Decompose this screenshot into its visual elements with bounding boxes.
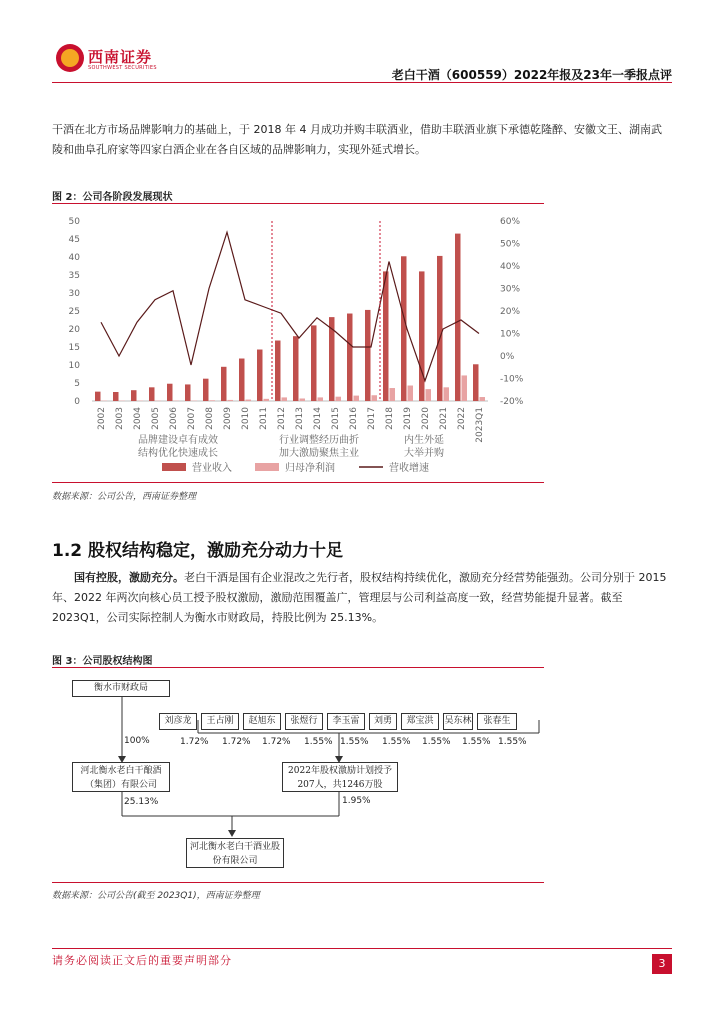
y-right-tick-label: 10%	[500, 329, 521, 340]
net-profit-bar	[282, 397, 288, 401]
x-tick-label: 2021	[439, 407, 449, 430]
x-tick-label: 2010	[241, 407, 251, 430]
legend-swatch	[162, 463, 186, 471]
revenue-bar	[221, 367, 227, 401]
x-tick-label: 2002	[97, 407, 107, 430]
net-profit-bar	[408, 386, 414, 401]
y-right-tick-label: -20%	[500, 397, 524, 407]
logo-emblem-icon	[56, 44, 84, 72]
stage-label: 结构优化快速成长	[138, 448, 218, 459]
x-tick-label: 2012	[277, 407, 287, 430]
revenue-bar	[401, 256, 407, 401]
logo-text: 西南证券	[88, 48, 153, 66]
net-profit-bar	[210, 400, 216, 401]
pct-group-from-bureau: 100%	[124, 736, 150, 746]
y-right-tick-label: 60%	[500, 217, 521, 227]
revenue-bar	[113, 392, 119, 401]
equity-lead: 国有控股，激励充分。	[74, 571, 184, 584]
revenue-bar	[311, 325, 317, 401]
revenue-bar	[275, 341, 281, 401]
net-profit-bar	[390, 388, 396, 401]
legend-label: 营收增速	[389, 463, 429, 474]
revenue-bar	[365, 310, 371, 401]
x-tick-label: 2019	[403, 407, 413, 430]
y-left-tick-label: 25	[68, 307, 80, 317]
figure3-source: 数据来源：公司公告(截至 2023Q1)，西南证券整理	[52, 891, 260, 901]
legend-swatch	[255, 463, 279, 471]
x-tick-label: 2003	[115, 407, 125, 430]
revenue-bar	[167, 384, 173, 401]
x-tick-label: 2007	[187, 407, 197, 430]
stage-label: 大举并购	[404, 448, 444, 459]
y-left-tick-label: 35	[68, 271, 80, 281]
person-pct: 1.55%	[340, 737, 369, 747]
net-profit-bar	[228, 400, 234, 401]
y-right-tick-label: 20%	[500, 307, 521, 317]
person-pct: 1.72%	[262, 737, 291, 747]
person-box: 李玉雷	[327, 713, 365, 730]
net-profit-bar	[318, 397, 324, 401]
y-left-tick-label: 30	[68, 289, 80, 299]
x-tick-label: 2023Q1	[475, 407, 485, 443]
x-tick-label: 2022	[457, 407, 467, 430]
person-pct: 1.55%	[498, 737, 527, 747]
x-tick-label: 2008	[205, 407, 215, 430]
equity-body: 老白干酒是国有企业混改之先行者，股权结构持续优化，激励充分经营势能强劲。公司分别于 2015 年、2022 年两次向核心员工授予股权激励，激励范围覆盖广，管理层与公司利益高度一致，经营势能提升显著。截至 2023Q1，公司实际控制人为衡水市财政局，持股比例为 25.13%。	[52, 571, 667, 624]
x-tick-label: 2005	[151, 407, 161, 430]
x-tick-label: 2020	[421, 407, 431, 430]
y-left-tick-label: 15	[68, 343, 80, 353]
legend-label: 归母净利润	[285, 463, 335, 474]
y-left-tick-label: 40	[68, 253, 80, 263]
stage-label: 加大激励聚焦主业	[279, 448, 359, 459]
pct-incentive: 1.95%	[342, 796, 371, 806]
org-box-incentive-plan: 2022年股权激励计划授予207人，共1246万股	[282, 762, 398, 792]
net-profit-bar	[300, 398, 306, 401]
x-tick-label: 2015	[331, 407, 341, 430]
footer-divider	[52, 948, 672, 949]
intro-paragraph: 干酒在北方市场品牌影响力的基础上，于 2018 年 4 月成功并购丰联酒业，借助丰联酒业旗下承德乾隆醉、安徽文王、湖南武陵和曲阜孔府家等四家白酒企业在各自区域的品牌影响力，实现外延式增长。	[52, 123, 662, 156]
x-tick-label: 2004	[133, 407, 143, 430]
figure2-bottom-rule	[52, 482, 544, 483]
net-profit-bar	[264, 399, 270, 401]
stage-label: 行业调整经历曲折	[279, 435, 359, 446]
y-right-tick-label: 50%	[500, 239, 521, 250]
figure2-title: 图 2：公司各阶段发展现状	[52, 192, 173, 203]
net-profit-bar	[444, 387, 450, 401]
y-left-tick-label: 20	[68, 325, 80, 335]
header-divider	[52, 82, 672, 83]
org-box-group: 河北衡水老白干酿酒（集团）有限公司	[72, 762, 170, 792]
revenue-bar	[383, 271, 389, 401]
revenue-bar	[347, 314, 353, 401]
x-tick-label: 2014	[313, 407, 323, 430]
x-tick-label: 2017	[367, 407, 377, 430]
page-number: 3	[652, 954, 672, 974]
x-tick-label: 2006	[169, 407, 179, 430]
revenue-bar	[293, 336, 299, 401]
revenue-bar	[419, 271, 425, 401]
revenue-bar	[257, 350, 263, 401]
org-box-listed-company: 河北衡水老白干酒业股份有限公司	[186, 838, 284, 868]
figure3-bottom-rule	[52, 882, 544, 883]
person-pct: 1.55%	[422, 737, 451, 747]
x-tick-label: 2018	[385, 407, 395, 430]
y-right-tick-label: -10%	[500, 374, 524, 385]
x-tick-label: 2016	[349, 407, 359, 430]
person-box: 张煜行	[285, 713, 323, 730]
person-box: 郑宝洪	[401, 713, 439, 730]
x-tick-label: 2011	[259, 407, 269, 430]
x-tick-label: 2013	[295, 407, 305, 430]
person-pct: 1.55%	[382, 737, 411, 747]
net-profit-bar	[246, 400, 252, 401]
y-right-tick-label: 0%	[500, 352, 515, 362]
y-right-tick-label: 40%	[500, 262, 521, 272]
figure2-top-rule	[52, 203, 544, 204]
y-left-tick-label: 0	[74, 397, 80, 407]
net-profit-bar	[336, 397, 342, 401]
stage-label: 内生外延	[404, 435, 444, 446]
person-box: 赵旭东	[243, 713, 281, 730]
person-box: 张春生	[477, 713, 517, 730]
x-tick-label: 2009	[223, 407, 233, 430]
footer-notice: 请务必阅读正文后的重要声明部分	[52, 954, 232, 967]
net-profit-bar	[462, 375, 468, 401]
development-chart	[52, 206, 552, 478]
revenue-bar	[437, 256, 443, 401]
person-box: 王占刚	[201, 713, 239, 730]
person-box: 刘彦龙	[159, 713, 197, 730]
person-box: 刘勇	[369, 713, 397, 730]
pct-group: 25.13%	[124, 797, 159, 807]
y-left-tick-label: 10	[68, 361, 80, 371]
net-profit-bar	[426, 389, 432, 401]
logo-english-text: SOUTHWEST SECURITIES	[88, 65, 157, 71]
person-pct: 1.55%	[462, 737, 491, 747]
revenue-bar	[239, 359, 245, 401]
figure2-source: 数据来源：公司公告，西南证券整理	[52, 492, 197, 502]
person-pct: 1.72%	[222, 737, 251, 747]
net-profit-bar	[480, 397, 486, 401]
stage-label: 品牌建设卓有成效	[138, 435, 218, 446]
revenue-bar	[203, 379, 209, 401]
revenue-bar	[455, 234, 461, 401]
report-title: 老白干酒（600559）2022年报及23年一季报点评	[391, 68, 672, 82]
company-logo	[56, 44, 176, 74]
y-left-tick-label: 5	[74, 379, 80, 389]
revenue-bar	[185, 384, 191, 401]
y-left-tick-label: 45	[68, 235, 80, 245]
section-heading: 1.2 股权结构稳定，激励充分动力十足	[52, 541, 344, 561]
net-profit-bar	[372, 395, 378, 401]
y-right-tick-label: 30%	[500, 284, 521, 295]
legend-label: 营业收入	[192, 463, 232, 474]
y-left-tick-label: 50	[68, 217, 80, 227]
revenue-bar	[95, 392, 101, 401]
revenue-bar	[131, 390, 137, 401]
revenue-bar	[149, 387, 155, 401]
net-profit-bar	[354, 396, 360, 401]
revenue-bar	[473, 364, 479, 401]
person-pct: 1.72%	[180, 737, 209, 747]
org-box-finance-bureau: 衡水市财政局	[72, 680, 170, 697]
person-box: 吴东林	[443, 713, 473, 730]
person-pct: 1.55%	[304, 737, 333, 747]
equity-paragraph	[52, 568, 672, 628]
figure3-title: 图 3：公司股权结构图	[52, 656, 153, 667]
